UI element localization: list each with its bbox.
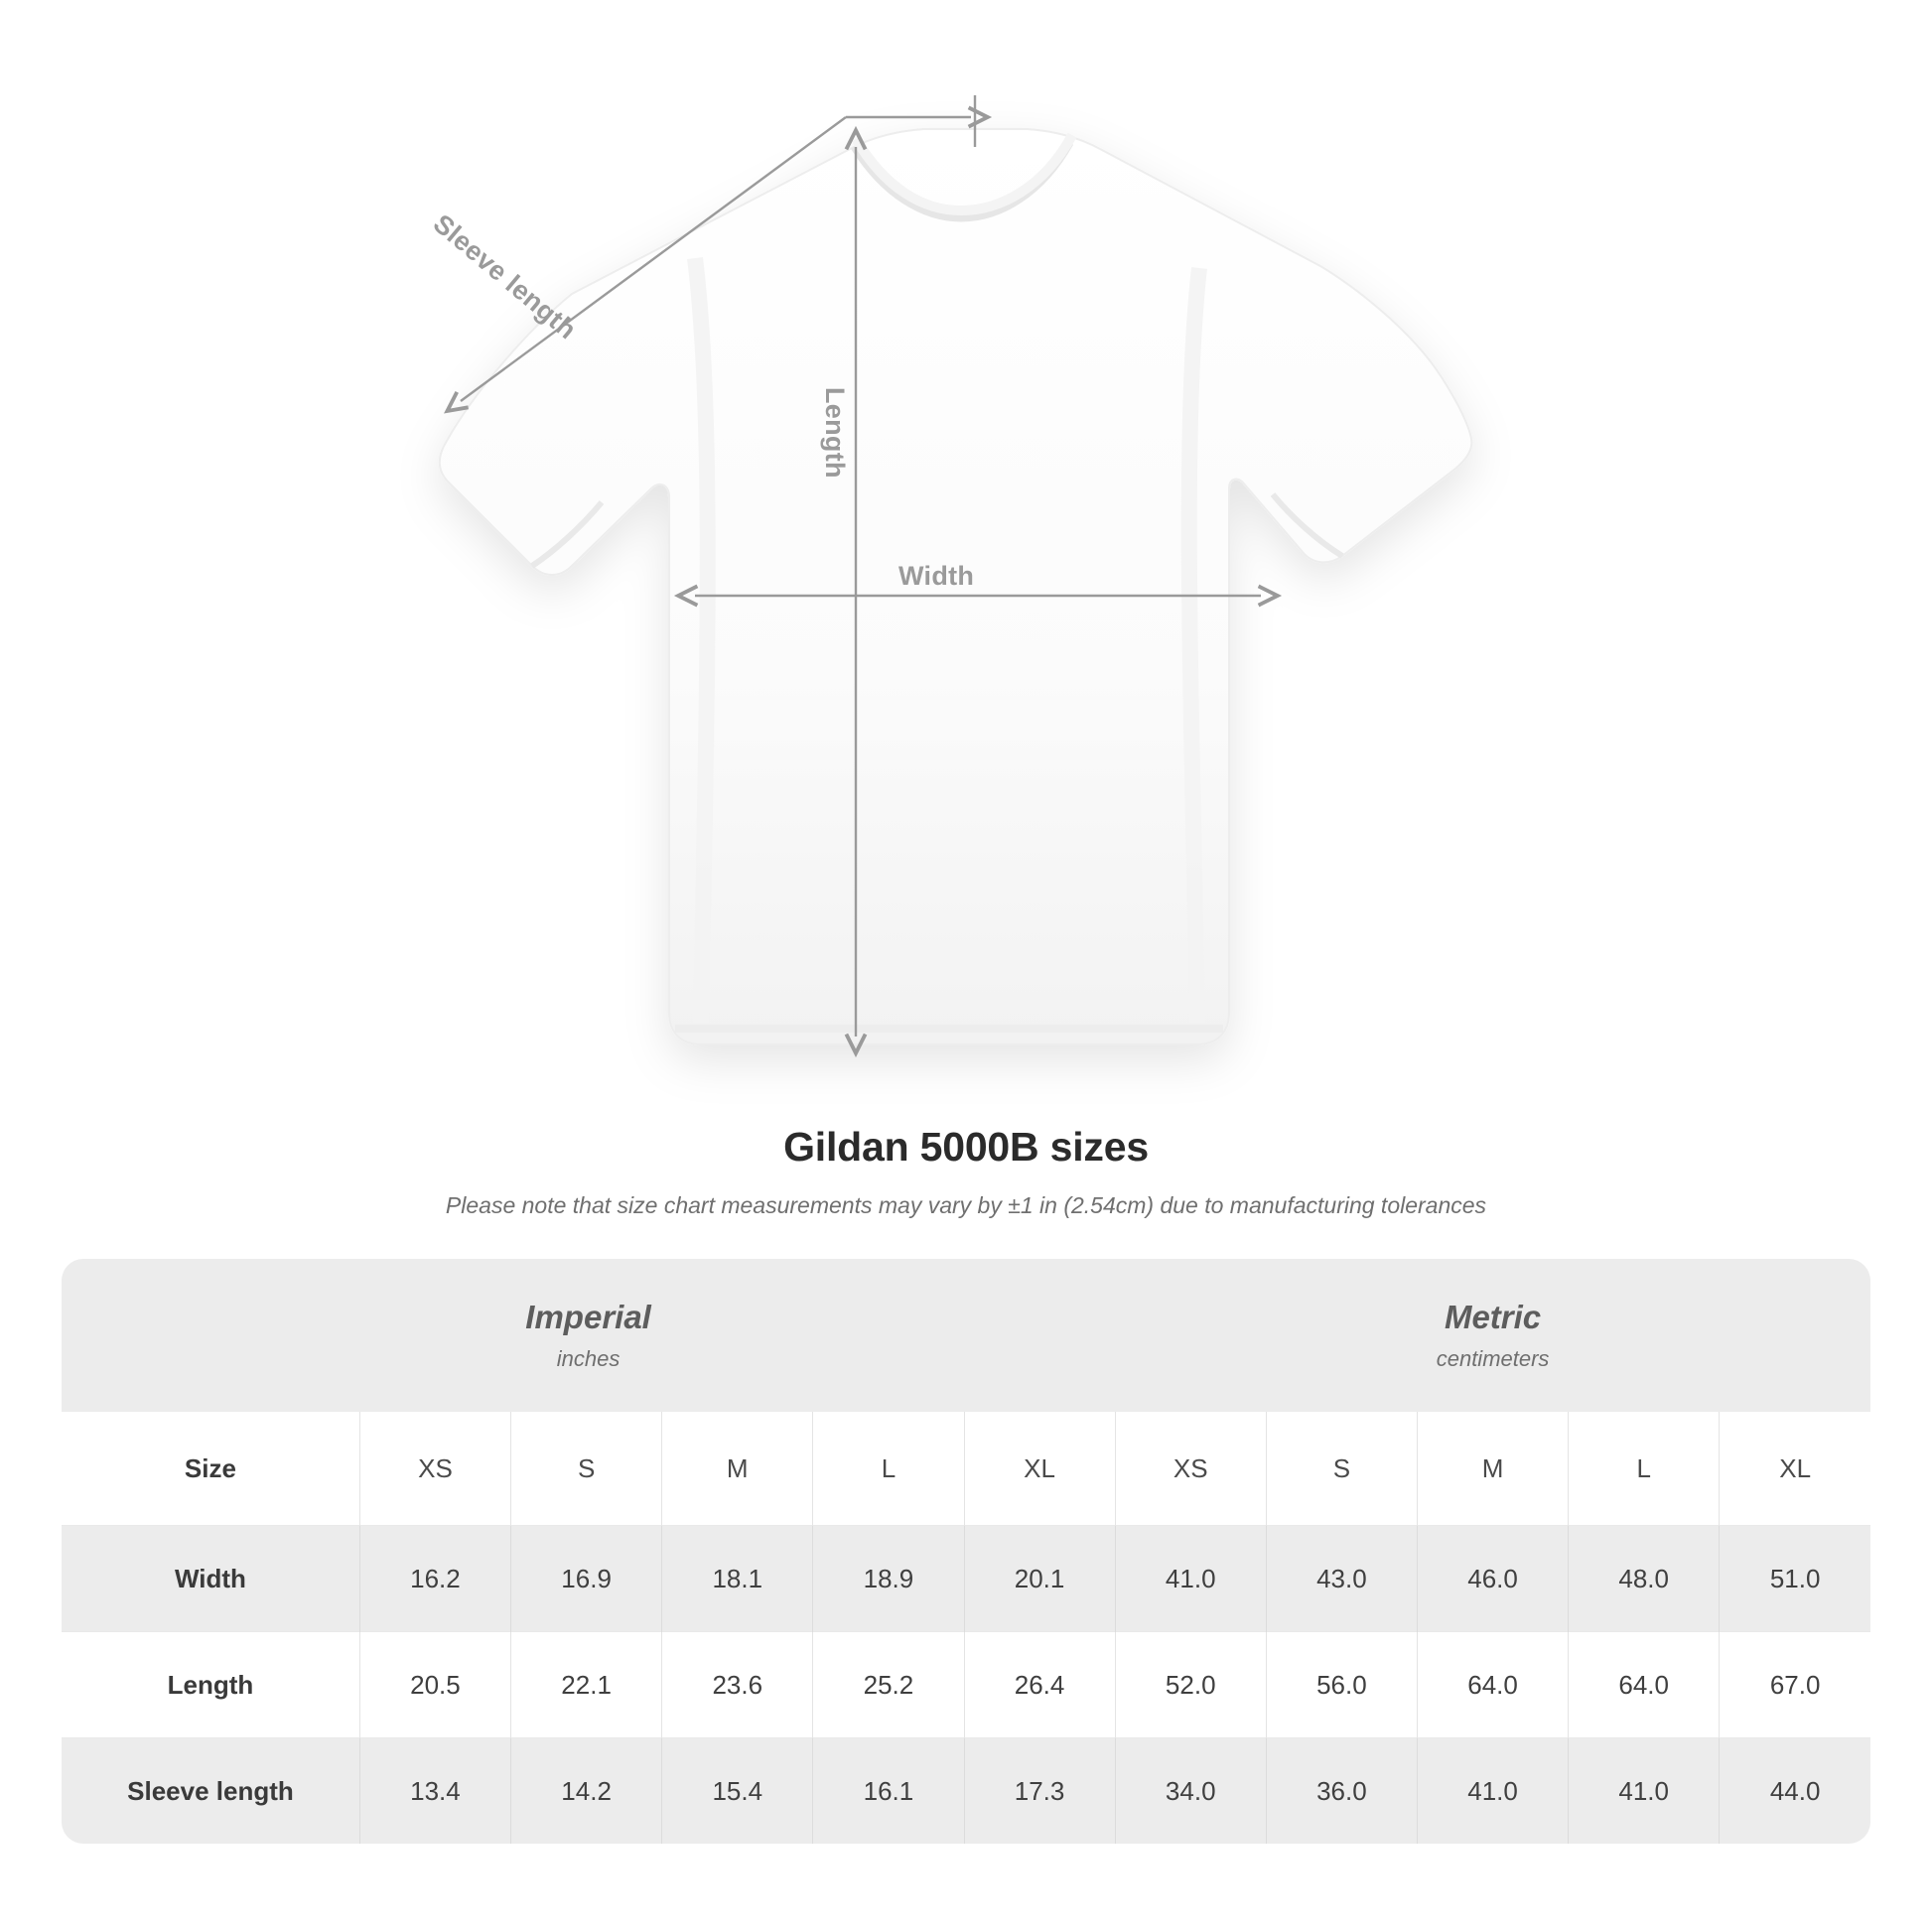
cell-length-imperial-s: 22.1 — [511, 1632, 662, 1738]
cell-width-imperial-s: 16.9 — [511, 1526, 662, 1632]
width-label: Width — [898, 561, 975, 591]
cell-length-imperial-m: 23.6 — [662, 1632, 813, 1738]
imperial-system-label: Imperial — [525, 1299, 651, 1335]
col-header-metric-xl: XL — [1720, 1412, 1870, 1526]
col-header-metric-m: M — [1417, 1412, 1568, 1526]
cell-width-imperial-xl: 20.1 — [964, 1526, 1115, 1632]
cell-sleeve-imperial-s: 14.2 — [511, 1738, 662, 1845]
title-block — [0, 1124, 1932, 1219]
cell-length-imperial-xl: 26.4 — [964, 1632, 1115, 1738]
cell-width-imperial-l: 18.9 — [813, 1526, 964, 1632]
table-row — [62, 1632, 1870, 1738]
size-table-wrapper — [62, 1259, 1870, 1844]
col-header-imperial-l: L — [813, 1412, 964, 1526]
page-title: Gildan 5000B sizes — [783, 1124, 1149, 1170]
cell-width-metric-m: 46.0 — [1417, 1526, 1568, 1632]
col-header-metric-xs: XS — [1115, 1412, 1266, 1526]
metric-group-cell — [1115, 1259, 1870, 1412]
cell-width-imperial-m: 18.1 — [662, 1526, 813, 1632]
cell-length-metric-l: 64.0 — [1569, 1632, 1720, 1738]
cell-length-imperial-l: 25.2 — [813, 1632, 964, 1738]
cell-sleeve-imperial-xs: 13.4 — [359, 1738, 510, 1845]
cell-sleeve-metric-xs: 34.0 — [1115, 1738, 1266, 1845]
cell-sleeve-metric-xl: 44.0 — [1720, 1738, 1870, 1845]
cell-width-imperial-xs: 16.2 — [359, 1526, 510, 1632]
cell-sleeve-metric-s: 36.0 — [1266, 1738, 1417, 1845]
cell-length-metric-xs: 52.0 — [1115, 1632, 1266, 1738]
imperial-group-cell — [62, 1259, 1115, 1412]
unit-header-row — [62, 1259, 1870, 1412]
cell-sleeve-metric-m: 41.0 — [1417, 1738, 1568, 1845]
length-label: Length — [820, 387, 850, 479]
col-header-imperial-xs: XS — [359, 1412, 510, 1526]
col-header-imperial-s: S — [511, 1412, 662, 1526]
cell-length-metric-xl: 67.0 — [1720, 1632, 1870, 1738]
cell-sleeve-imperial-m: 15.4 — [662, 1738, 813, 1845]
imperial-unit-label: inches — [556, 1346, 621, 1371]
row-label-length: Length — [62, 1632, 359, 1738]
cell-length-imperial-xs: 20.5 — [359, 1632, 510, 1738]
col-header-imperial-xl: XL — [964, 1412, 1115, 1526]
col-header-metric-l: L — [1569, 1412, 1720, 1526]
size-header-cell: Size — [62, 1412, 359, 1526]
sleeve-length-label: Sleeve length — [427, 208, 583, 345]
cell-sleeve-imperial-xl: 17.3 — [964, 1738, 1115, 1845]
cell-width-metric-xs: 41.0 — [1115, 1526, 1266, 1632]
cell-sleeve-metric-l: 41.0 — [1569, 1738, 1720, 1845]
table-row — [62, 1738, 1870, 1845]
col-header-metric-s: S — [1266, 1412, 1417, 1526]
cell-width-metric-s: 43.0 — [1266, 1526, 1417, 1632]
row-label-width: Width — [62, 1526, 359, 1632]
table-row — [62, 1526, 1870, 1632]
cell-width-metric-xl: 51.0 — [1720, 1526, 1870, 1632]
metric-system-label: Metric — [1444, 1299, 1542, 1335]
cell-length-metric-s: 56.0 — [1266, 1632, 1417, 1738]
metric-unit-label: centimeters — [1436, 1346, 1550, 1371]
cell-sleeve-imperial-l: 16.1 — [813, 1738, 964, 1845]
size-table — [62, 1259, 1870, 1844]
size-header-row — [62, 1412, 1870, 1526]
cell-width-metric-l: 48.0 — [1569, 1526, 1720, 1632]
cell-length-metric-m: 64.0 — [1417, 1632, 1568, 1738]
col-header-imperial-m: M — [662, 1412, 813, 1526]
tolerance-note: Please note that size chart measurements may vary by ±1 in (2.54cm) due to manufacturing tolerances — [445, 1192, 1487, 1218]
row-label-sleeve-length: Sleeve length — [62, 1738, 359, 1845]
